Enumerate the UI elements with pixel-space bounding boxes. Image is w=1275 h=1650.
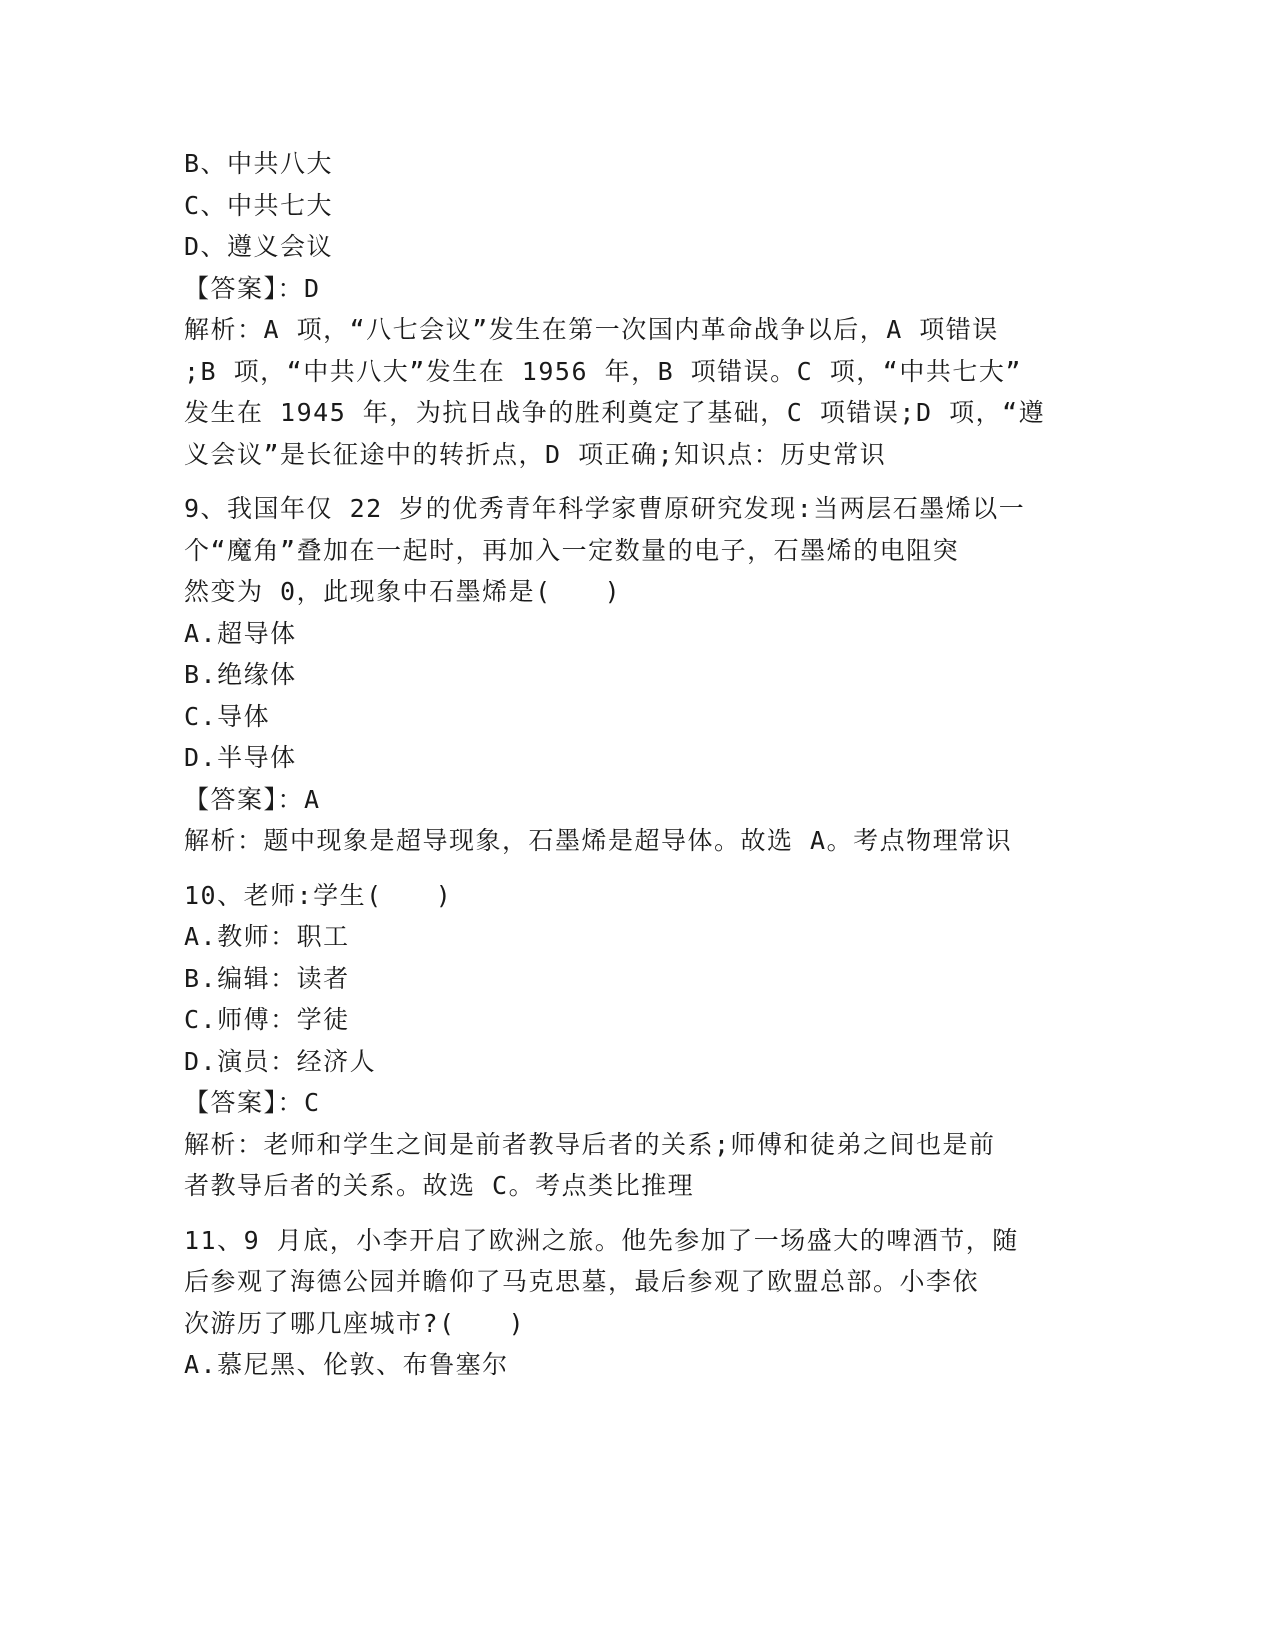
- answer-line: 【答案】：A: [184, 784, 321, 814]
- analysis-line: ;B 项，“中共八大”发生在 1956 年，B 项错误。C 项，“中共七大”: [184, 356, 1022, 386]
- option-d: D.半导体: [184, 743, 297, 772]
- question-text: 然变为 0，此现象中石墨烯是( ): [184, 577, 622, 606]
- option-a: A.慕尼黑、伦敦、布鲁塞尔: [184, 1350, 509, 1379]
- option-c: C.导体: [184, 701, 271, 731]
- question-9-block: [184, 488, 1084, 862]
- option-a: A.超导体: [184, 618, 297, 648]
- document-page: [184, 143, 1084, 1386]
- option-b: B、中共八大: [184, 149, 334, 178]
- option-d: D、遵义会议: [184, 232, 334, 261]
- option-c: C、中共七大: [184, 190, 334, 220]
- answer-line: 【答案】：C: [184, 1088, 321, 1117]
- analysis-line: 解析：题中现象是超导现象，石墨烯是超导体。故选 A。考点物理常识: [184, 826, 1013, 855]
- question-text: 次游历了哪几座城市?( ): [184, 1308, 526, 1338]
- answer-line: 【答案】：D: [184, 273, 321, 303]
- question-text: 9、我国年仅 22 岁的优秀青年科学家曹原研究发现:当两层石墨烯以一: [184, 494, 1026, 523]
- question-10-block: [184, 875, 1084, 1207]
- option-a: A.教师：职工: [184, 922, 350, 951]
- question-text: 11、9 月底，小李开启了欧洲之旅。他先参加了一场盛大的啤酒节，随: [184, 1225, 1019, 1255]
- analysis-line: 解析：A 项，“八七会议”发生在第一次国内革命战争以后，A 项错误: [184, 315, 999, 344]
- option-b: B.编辑：读者: [184, 963, 350, 993]
- option-b: B.绝缘体: [184, 660, 297, 689]
- question-text: 10、老师:学生( ): [184, 880, 453, 910]
- analysis-line: 义会议”是长征途中的转折点，D 项正确;知识点：历史常识: [184, 439, 887, 469]
- question-11-block: [184, 1220, 1084, 1386]
- analysis-line: 者教导后者的关系。故选 C。考点类比推理: [184, 1171, 695, 1200]
- question-8-block: [184, 143, 1084, 475]
- option-d: D.演员：经济人: [184, 1046, 377, 1076]
- question-text: 后参观了海德公园并瞻仰了马克思墓，最后参观了欧盟总部。小李依: [184, 1267, 980, 1296]
- analysis-line: 发生在 1945 年，为抗日战争的胜利奠定了基础，C 项错误;D 项，“遵: [184, 398, 1046, 427]
- question-text: 个“魔角”叠加在一起时，再加入一定数量的电子，石墨烯的电阻突: [184, 535, 960, 565]
- analysis-line: 解析：老师和学生之间是前者教导后者的关系;师傅和徒弟之间也是前: [184, 1129, 996, 1159]
- option-c: C.师傅：学徒: [184, 1005, 350, 1034]
